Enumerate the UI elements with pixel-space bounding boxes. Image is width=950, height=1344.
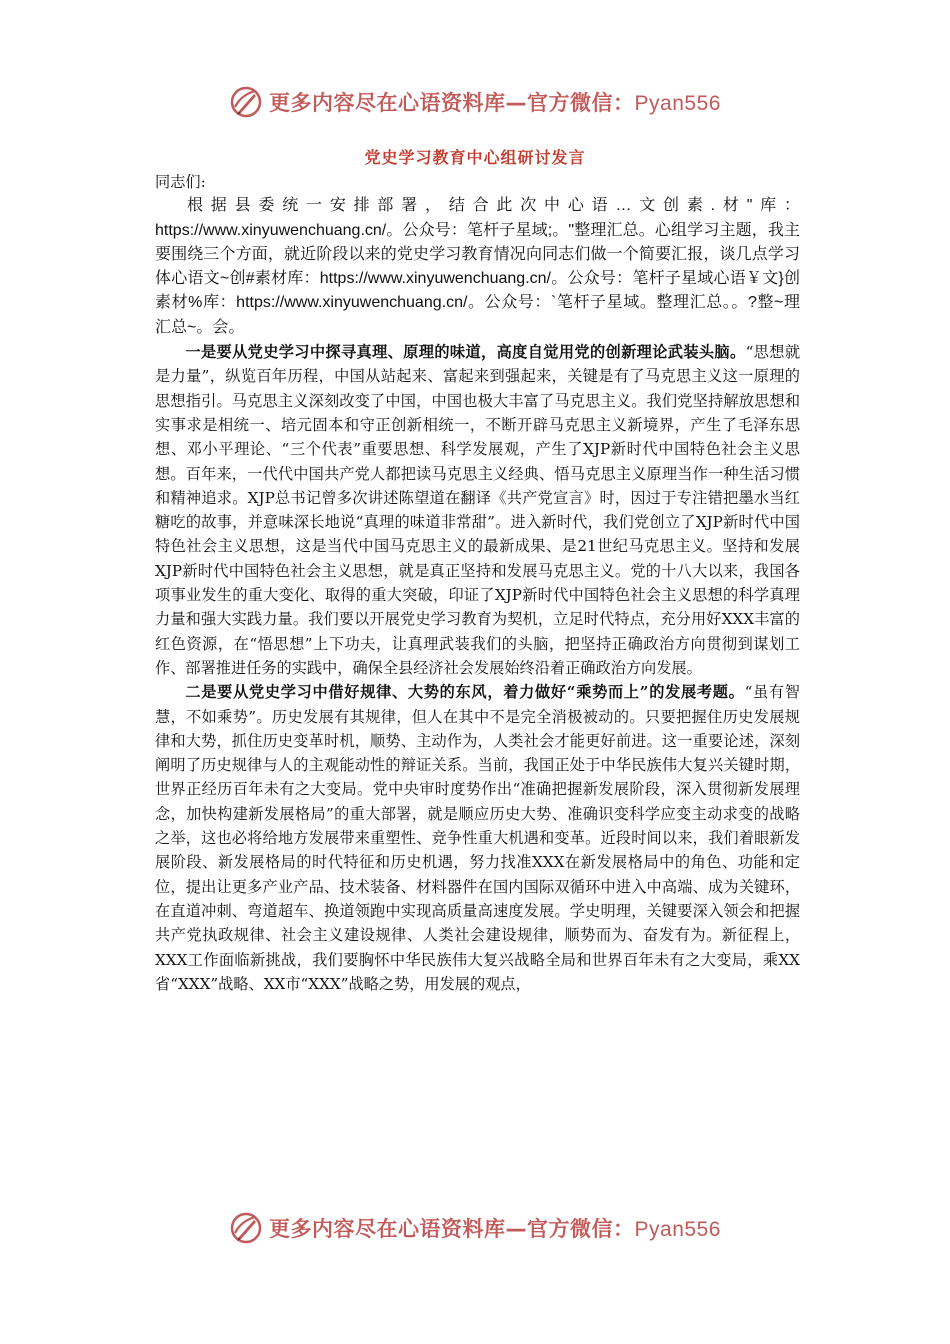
salutation: 同志们: [155,173,206,191]
section-1-body: “思想就是力量”，纵览百年历程，中国从站起来、富起来到强起来，关键是有了马克思主义这一原理的思想指引。马克思主义深刻改变了中国，中国也极大丰富了马克思主义。我们党坚持解放思想和实事求是相统一、培元固本和守正创新相统一，不断开辟马克思主义新境界，产生了毛泽东思想、邓小平理论、“三个代表”重要思想、科学发展观，产生了XJP新时代中国特色社会主义思想。百年来，一代代中国共产党人都把读马克思主义经典、悟马克思主义原理当作一种生活习惯和精神追求。XJP总书记曾多次讲述陈望道在翻译《共产党宣言》时，因过于专注错把墨水当红糖吃的故事，并意味深长地说“真理的味道非常甜”。进入新时代，我们党创立了XJP新时代中国特色社会主义思想，这是当代中国马克思主义的最新成果、是21世纪马克思主义。坚持和发展XJP新时代中国特色社会主义思想，就是真正坚持和发展马克思主义。党的十八大以来，我国各项事业发生的重大变化、取得的重大突破，印证了XJP新时代中国特色社会主义思想的科学真理力量和强大实践力量。我们要以开展党史学习教育为契机，立足时代特点，充分用好XXX丰富的红色资源，在“悟思想”上下功夫，让真理武装我们的头脑，把坚持正确政治方向贯彻到谋划工作、部署推进任务的实践中，确保全县经济社会发展始终沿着正确政治方向发展。 [155,343,801,677]
section-2-heading: 二是要从党史学习中借好规律、大势的东风，着力做好“乘势而上”的发展考题。 [185,683,745,702]
intro-paragraph: 根据县委统一安排部署，结合此次中心语…文创素.材"库：https://www.xinyuwenchuang.cn/。公众号：笔杆子星域;。"整理汇总。心组学习主题，我主要围绕三个方面，就近阶段以来的党史学习教育情况向同志们做一个简要汇报，谈几点学习体心语文~创#素材库：https://www.xinyuwenchuang.cn/。公众号：笔杆子星域心语￥文}创素材%库：https://www.xinyuwenchuang.cn/。公众号：`笔杆子星域。整理汇总。。?整~理汇总~。会。 [155,197,800,336]
pen-logo-icon [229,85,263,119]
wechat-id: Pyan556 [634,92,721,115]
banner-text [269,1213,721,1243]
pen-logo-icon [229,1211,263,1245]
section-1-heading: 一是要从党史学习中探寻真理、原理的味道，高度自觉用党的创新理论武装头脑。 [185,343,746,362]
section-1-paragraph [155,340,800,680]
section-2-paragraph [155,680,800,996]
banner-label: 更多内容尽在心语资料库—官方微信： [269,1217,635,1241]
header-banner [0,80,950,124]
section-2-body: “虽有智慧，不如乘势”。历史发展有其规律，但人在其中不是完全消极被动的。只要把握住历史发展规律和大势，抓住历史变革时机，顺势、主动作为，人类社会才能更好前进。这一重要论述，深刻阐明了历史规律与人的主观能动性的辩证关系。当前，我国正处于中华民族伟大复兴关键时期，世界正经历百年未有之大变局。党中央审时度势作出“准确把握新发展阶段，深入贯彻新发展理念，加快构建新发展格局”的重大部署，就是顺应历史大势、准确识变科学应变主动求变的战略之举，这也必将给地方发展带来重塑性、竞争性重大机遇和变革。近段时间以来，我们着眼新发展阶段、新发展格局的时代特征和历史机遇，努力找准XXX在新发展格局中的角色、功能和定位，提出让更多产业产品、技术装备、材料器件在国内国际双循环中进入中高端、成为关键环，在直道冲刺、弯道超车、换道领跑中实现高质量高速度发展。学史明理，关键要深入领会和把握共产党执政规律、社会主义建设规律、人类社会建设规律，顺势而为、奋发有为。新征程上，XXX工作面临新挑战，我们要胸怀中华民族伟大复兴战略全局和世界百年未有之大变局，乘XX省“XXX”战略、XX市“XXX”战略之势，用发展的观点， [155,683,800,993]
footer-banner [0,1206,950,1250]
banner-text [269,87,721,117]
banner-label: 更多内容尽在心语资料库—官方微信： [269,91,635,115]
document-body [155,170,800,996]
wechat-id: Pyan556 [634,1218,721,1241]
document-title: 党史学习教育中心组研讨发言 [364,148,586,167]
